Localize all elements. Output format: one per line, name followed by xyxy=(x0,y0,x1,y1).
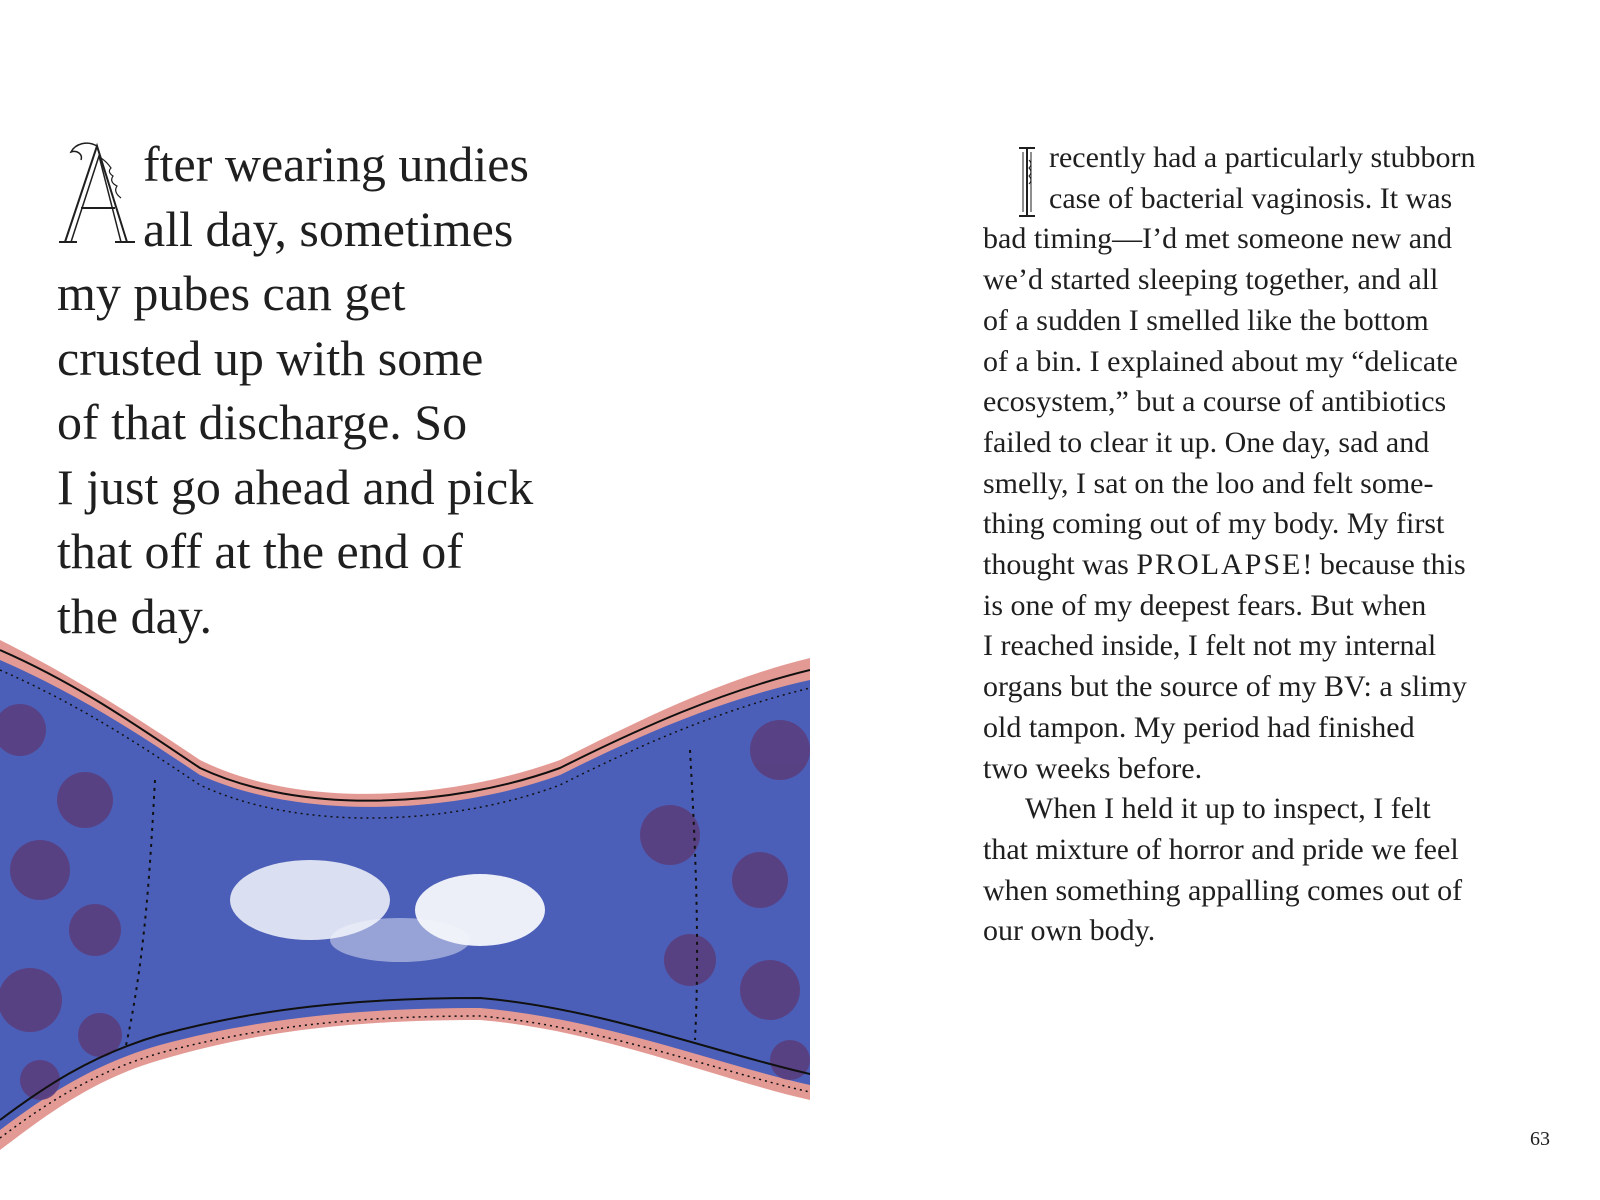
story-line-10: thing coming out of my body. My first xyxy=(983,507,1445,541)
story-line-8: failed to clear it up. One day, sad and xyxy=(983,425,1430,459)
story-line-14: organs but the source of my BV: a slimy xyxy=(983,670,1467,704)
story-line-20: our own body. xyxy=(983,914,1156,948)
story-line-13: I reached inside, I felt not my internal xyxy=(983,629,1437,663)
pull-quote-line-4: crusted up with some xyxy=(57,329,484,386)
pull-quote xyxy=(57,132,577,648)
story-line-11 xyxy=(983,545,1557,586)
pull-quote-line-3: my pubes can get xyxy=(57,265,406,321)
story-line-1: recently had a particularly stubborn xyxy=(1049,141,1476,174)
pull-quote-line-5: of that discharge. So xyxy=(57,394,468,450)
pull-quote-line-8: the day. xyxy=(57,587,213,644)
story-line-15: old tampon. My period had finished xyxy=(983,710,1415,744)
story-body xyxy=(983,138,1557,952)
prolapse-emphasis: PROLAPSE xyxy=(1136,548,1303,582)
pull-quote-line-6: I just go ahead and pick xyxy=(57,458,534,515)
story-line-2: case of bacterial vaginosis. It was xyxy=(1049,181,1453,215)
story-line-18: that mixture of horror and pride we feel xyxy=(983,832,1459,866)
story-line-12: is one of my deepest fears. But when xyxy=(983,588,1427,622)
story-line-16: two weeks before. xyxy=(983,751,1203,785)
story-line-11-text: thought was xyxy=(983,548,1129,582)
pull-quote-line-7: that off at the end of xyxy=(57,523,463,579)
ornamental-drop-cap-a xyxy=(57,138,135,248)
story-line-6: of a bin. I explained about my “delicate xyxy=(983,344,1458,378)
story-line-3: bad timing—I’d met someone new and xyxy=(983,222,1453,256)
underwear-gusset-illustration xyxy=(0,640,810,1200)
story-line-4: we’d started sleeping together, and all xyxy=(983,263,1439,297)
story-line-19: when something appalling comes out of xyxy=(983,873,1463,907)
story-line-17: When I held it up to inspect, I felt xyxy=(1025,792,1431,826)
story-line-11-tail: ! because this xyxy=(1302,548,1466,582)
pull-quote-line-2: all day, sometimes xyxy=(143,200,514,257)
page-number: 63 xyxy=(1530,1128,1550,1150)
story-line-5: of a sudden I smelled like the bottom xyxy=(983,303,1429,337)
story-line-7: ecosystem,” but a course of antibiotics xyxy=(983,385,1447,419)
ornamental-drop-cap-i xyxy=(1015,146,1039,218)
pull-quote-line-1: fter wearing undies xyxy=(143,136,529,192)
story-line-9: smelly, I sat on the loo and felt some- xyxy=(983,466,1434,500)
